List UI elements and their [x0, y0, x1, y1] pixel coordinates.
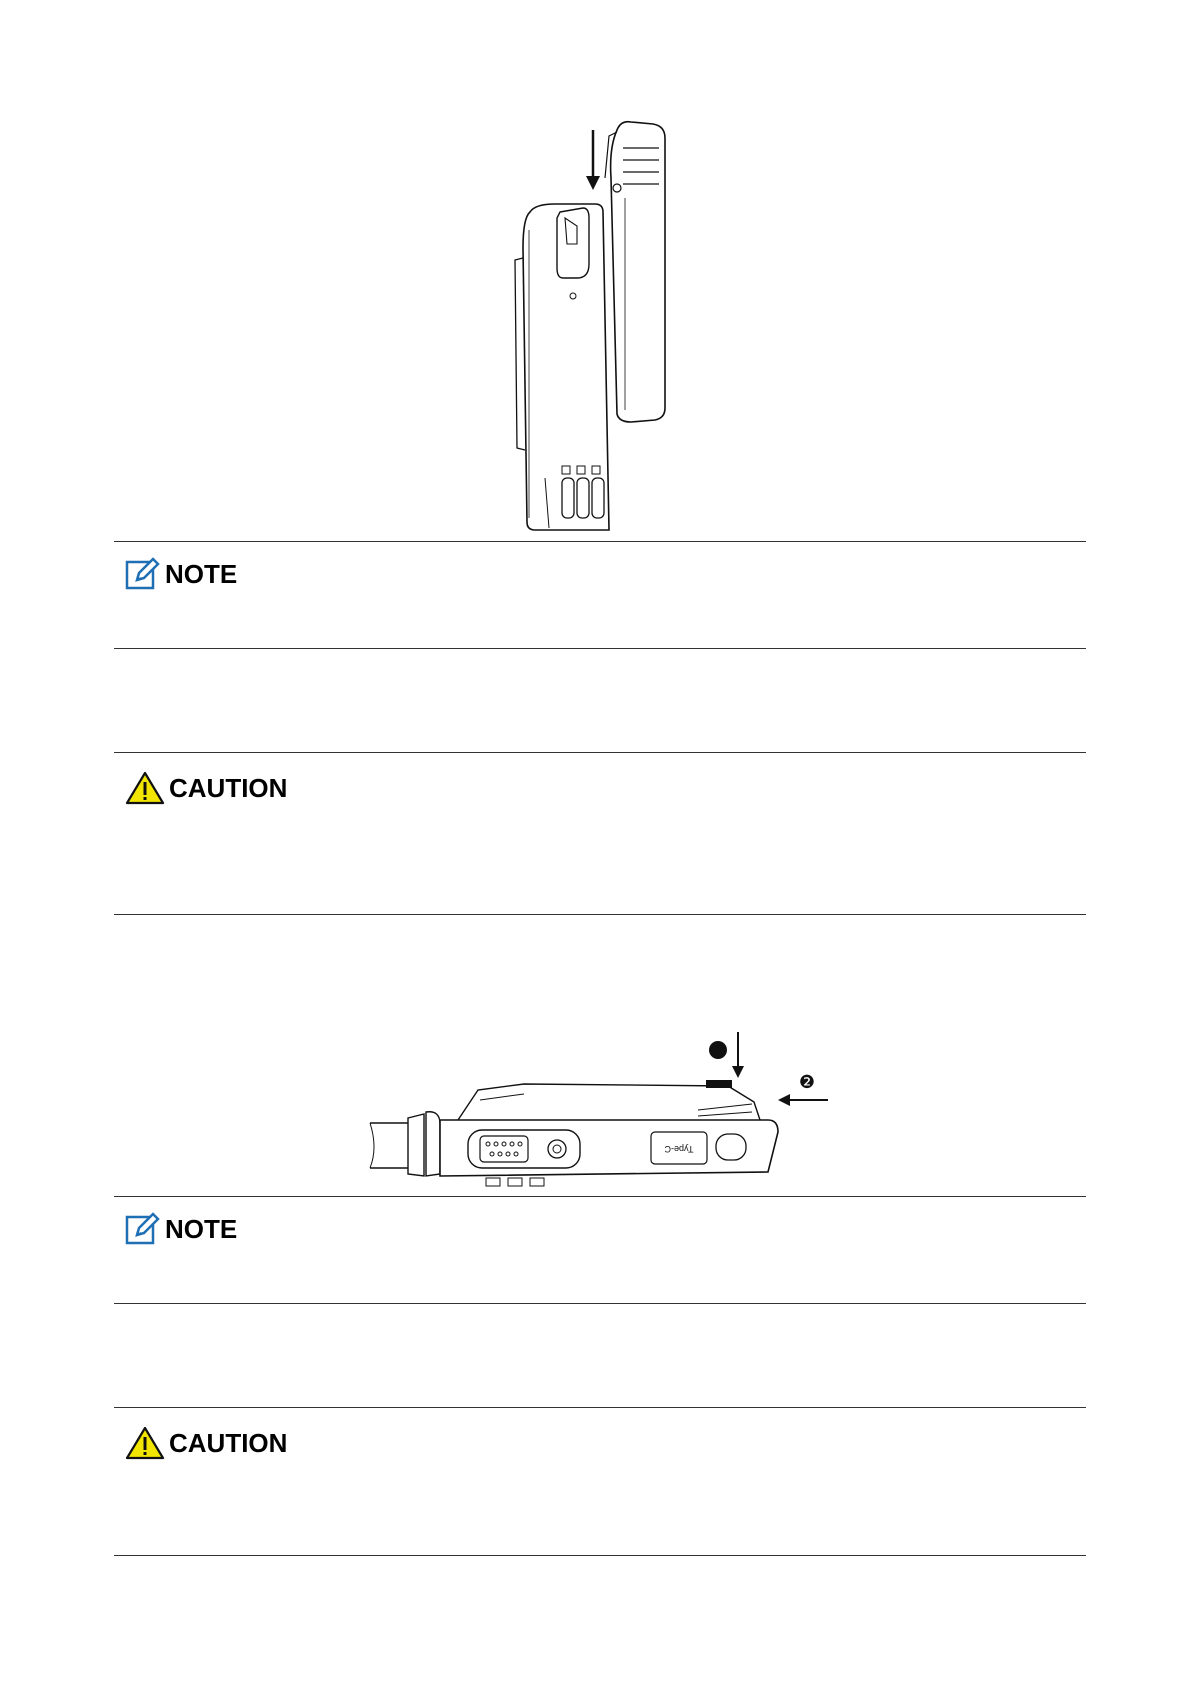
step1-marker: ❶ [709, 1040, 727, 1061]
caution1-bottom-rule [114, 914, 1086, 915]
note2-heading [125, 1211, 237, 1247]
caution1-top-rule [114, 752, 1086, 753]
caution2-heading [125, 1426, 287, 1460]
caution1-heading [125, 771, 287, 805]
note2-top-rule [114, 1196, 1086, 1197]
note1-bottom-rule [114, 648, 1086, 649]
belt-clip-removal-illustration [368, 1028, 838, 1188]
step2-marker: ❷ [798, 1072, 816, 1093]
belt-clip-illustration [505, 118, 705, 533]
note1-heading [125, 556, 237, 592]
caution2-title: CAUTION [169, 1427, 288, 1458]
caution1-title: CAUTION [169, 772, 288, 803]
warning-triangle-icon [125, 1426, 165, 1460]
caution2-top-rule [114, 1407, 1086, 1408]
pencil-note-icon [125, 1211, 161, 1247]
pencil-note-icon [125, 556, 161, 592]
warning-triangle-icon [125, 771, 165, 805]
note1-title: NOTE [165, 558, 238, 589]
caution2-bottom-rule [114, 1555, 1086, 1556]
note2-bottom-rule [114, 1303, 1086, 1304]
note1-top-rule [114, 541, 1086, 542]
type-c-label: Type-C [664, 1144, 694, 1154]
note2-title: NOTE [165, 1213, 238, 1244]
